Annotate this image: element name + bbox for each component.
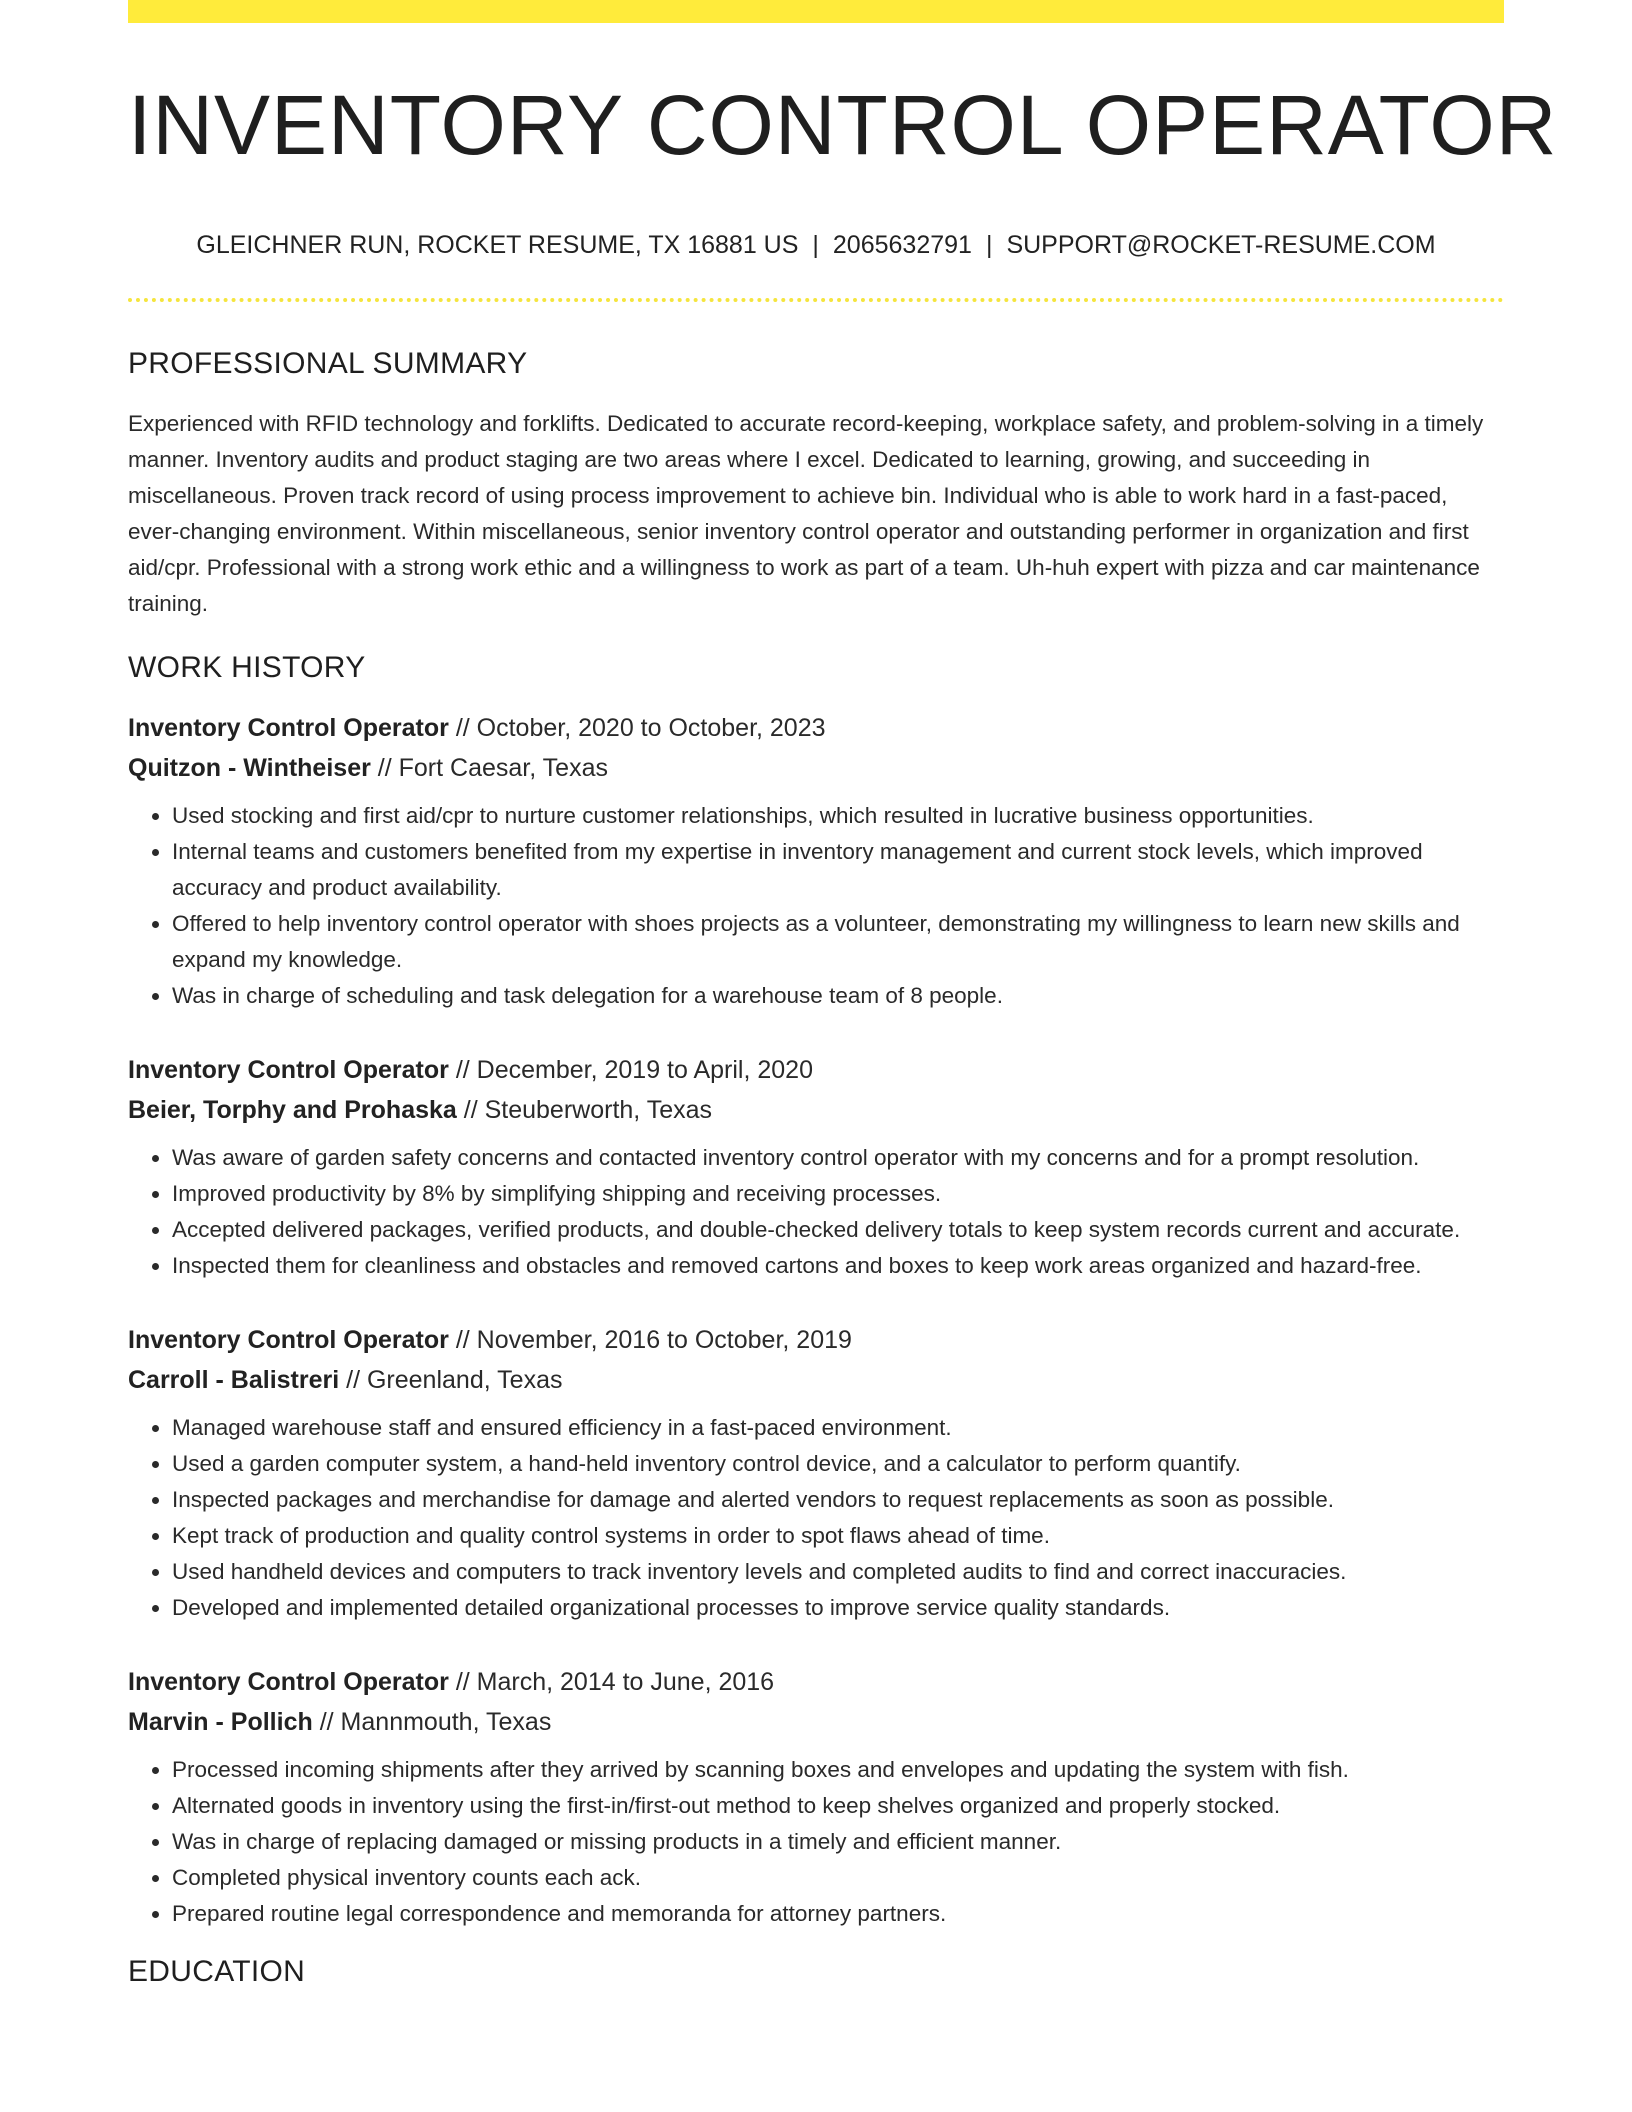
work-history-heading: WORK HISTORY <box>128 651 366 684</box>
job-entry <box>128 1050 1504 1284</box>
job-bullet: • Kept track of production and quality control systems in order to spot flaws ahead of time. <box>172 1518 1504 1554</box>
job-role: Inventory Control Operator <box>128 1668 449 1696</box>
job-bullet: • Offered to help inventory control operator with shoes projects as a volunteer, demonstrating my willingness to learn new skills and expand my knowledge. <box>172 906 1504 978</box>
job-bullets <box>128 1752 1504 1932</box>
job-dates: // November, 2016 to October, 2019 <box>455 1326 852 1354</box>
job-bullet: • Used handheld devices and computers to track inventory levels and completed audits to find and correct inaccuracies. <box>172 1554 1504 1590</box>
contact-separator: | <box>812 231 819 259</box>
job-role-line <box>128 708 1504 748</box>
job-role-line <box>128 1662 1504 1702</box>
job-dates: // October, 2020 to October, 2023 <box>455 714 826 742</box>
job-bullet: • Was aware of garden safety concerns and contacted inventory control operator with my concerns and for a prompt resolution. <box>172 1140 1504 1176</box>
job-bullet: • Alternated goods in inventory using the first-in/first-out method to keep shelves organized and properly stocked. <box>172 1788 1504 1824</box>
job-role: Inventory Control Operator <box>128 1056 449 1084</box>
job-company: Quitzon - Wintheiser <box>128 754 371 782</box>
contact-address: GLEICHNER RUN, ROCKET RESUME, TX 16881 US <box>196 231 799 259</box>
job-bullet: • Managed warehouse staff and ensured efficiency in a fast-paced environment. <box>172 1410 1504 1446</box>
job-company: Beier, Torphy and Prohaska <box>128 1096 457 1124</box>
job-bullet: • Was in charge of replacing damaged or missing products in a timely and efficient manner. <box>172 1824 1504 1860</box>
job-entry <box>128 1320 1504 1626</box>
job-location: // Fort Caesar, Texas <box>377 754 608 782</box>
job-bullet: • Inspected them for cleanliness and obstacles and removed cartons and boxes to keep work areas organized and hazard-free. <box>172 1248 1504 1284</box>
job-bullets <box>128 1410 1504 1626</box>
job-bullets <box>128 798 1504 1014</box>
contact-phone: 2065632791 <box>832 231 972 259</box>
job-company-line <box>128 1090 1504 1130</box>
job-bullet: • Was in charge of scheduling and task delegation for a warehouse team of 8 people. <box>172 978 1504 1014</box>
job-company: Marvin - Pollich <box>128 1708 313 1736</box>
job-bullet: • Processed incoming shipments after they arrived by scanning boxes and envelopes and updating the system with fish. <box>172 1752 1504 1788</box>
job-location: // Steuberworth, Texas <box>463 1096 713 1124</box>
job-company-line <box>128 1360 1504 1400</box>
job-bullets <box>128 1140 1504 1284</box>
job-bullet: • Improved productivity by 8% by simplifying shipping and receiving processes. <box>172 1176 1504 1212</box>
job-role-line <box>128 1050 1504 1090</box>
job-dates: // December, 2019 to April, 2020 <box>455 1056 813 1084</box>
job-role-line <box>128 1320 1504 1360</box>
job-bullet: • Used stocking and first aid/cpr to nurture customer relationships, which resulted in lucrative business opportunities. <box>172 798 1504 834</box>
top-accent-bar <box>128 0 1504 23</box>
job-bullet: • Accepted delivered packages, verified products, and double-checked delivery totals to keep system records current and accurate. <box>172 1212 1504 1248</box>
job-role: Inventory Control Operator <box>128 1326 449 1354</box>
summary-heading: PROFESSIONAL SUMMARY <box>128 347 528 380</box>
job-bullet: • Completed physical inventory counts each ack. <box>172 1860 1504 1896</box>
contact-email: SUPPORT@ROCKET-RESUME.COM <box>1006 231 1436 259</box>
job-bullet: • Inspected packages and merchandise for damage and alerted vendors to request replacements as soon as possible. <box>172 1482 1504 1518</box>
job-location: // Mannmouth, Texas <box>319 1708 552 1736</box>
job-dates: // March, 2014 to June, 2016 <box>455 1668 775 1696</box>
summary-text: Experienced with RFID technology and forklifts. Dedicated to accurate record-keeping, workplace safety, and problem-solving in a timely manner. Inventory audits and product staging are two areas where I excel. Dedicated to learning, growing, and succeeding in miscellaneous. Proven track record of using process improvement to achieve bin. Individual who is able to work hard in a fast-paced, ever-changing environment. Within miscellaneous, senior inventory control operator and outstanding performer in organization and first aid/cpr. Professional with a strong work ethic and a willingness to work as part of a team. Uh-huh expert with pizza and car maintenance training. <box>128 411 1484 616</box>
job-bullet: • Developed and implemented detailed organizational processes to improve service quality standards. <box>172 1590 1504 1626</box>
job-company-line <box>128 1702 1504 1742</box>
job-company-line <box>128 748 1504 788</box>
job-bullet: • Internal teams and customers benefited from my expertise in inventory management and current stock levels, which improved accuracy and product availability. <box>172 834 1504 906</box>
job-company: Carroll - Balistreri <box>128 1366 340 1394</box>
contact-separator: | <box>985 231 993 259</box>
dotted-divider <box>128 298 1504 302</box>
resume-page <box>128 0 1558 1990</box>
job-bullet: • Prepared routine legal correspondence and memoranda for attorney partners. <box>172 1896 1504 1932</box>
education-heading: EDUCATION <box>128 1955 306 1988</box>
job-bullet: • Used a garden computer system, a hand-held inventory control device, and a calculator to perform quantify. <box>172 1446 1504 1482</box>
job-entry <box>128 1662 1504 1932</box>
job-entry <box>128 708 1504 1014</box>
job-location: // Greenland, Texas <box>346 1366 563 1394</box>
job-role: Inventory Control Operator <box>128 714 449 742</box>
contact-line <box>128 233 1504 258</box>
work-history-list <box>128 708 1504 1932</box>
resume-name: INVENTORY CONTROL OPERATOR <box>128 78 1558 172</box>
